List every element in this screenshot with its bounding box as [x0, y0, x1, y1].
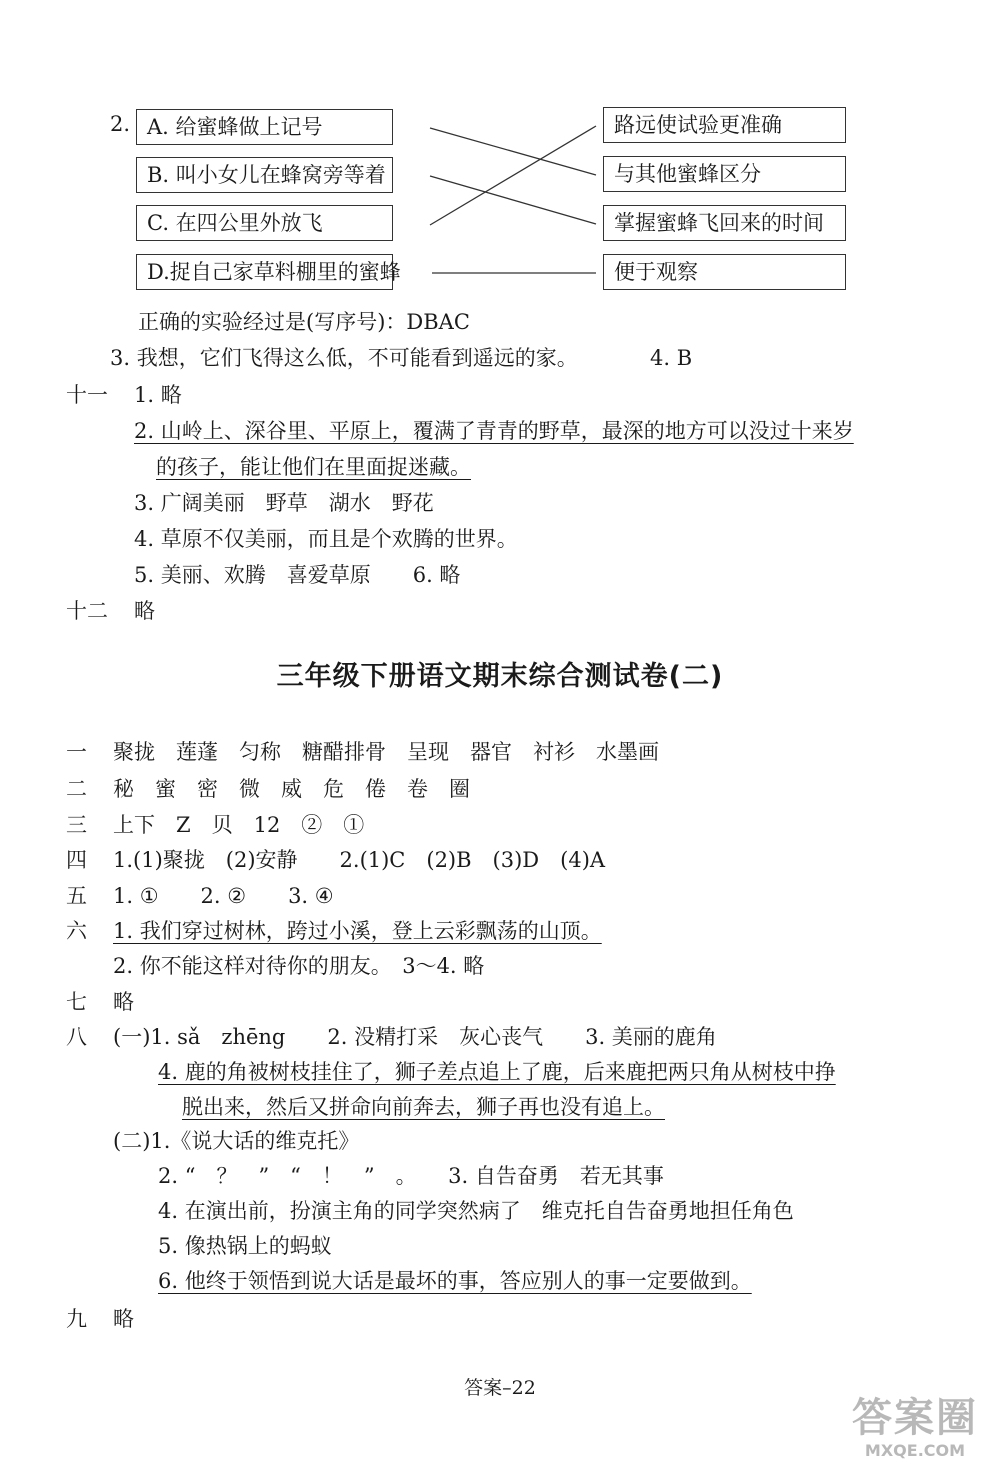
match-line-b: [430, 176, 596, 224]
s11-answer-4: 4. 草原不仅美丽，而且是个欢腾的世界。: [134, 527, 518, 551]
p2-answer-2: 秘 蜜 密 微 威 危 倦 卷 圈: [113, 777, 470, 801]
match-left-c: C. 在四公里外放飞: [136, 205, 393, 241]
p2-answer-1: 聚拢 莲蓬 匀称 糖醋排骨 呈现 器官 衬衫 水墨画: [113, 740, 659, 764]
s11-answer-5-6: 5. 美丽、欢腾 喜爱草原 6. 略: [134, 563, 461, 587]
p2-answer-8-part1-4-line2: 脱出来，然后又拼命向前奔去，狮子再也没有追上。: [182, 1095, 665, 1119]
p2-answer-7: 略: [113, 990, 134, 1014]
match-right-3: 掌握蜜蜂飞回来的时间: [603, 205, 846, 241]
matching-lines: [0, 0, 1000, 320]
match-left-d: D.捉自己家草料棚里的蜜蜂: [136, 254, 393, 290]
p2-label-9: 九: [66, 1307, 87, 1331]
p2-answer-8-part2-6: 6. 他终于领悟到说大话是最坏的事，答应别人的事一定要做到。: [158, 1269, 752, 1293]
s11-answer-2-line1: 2. 山岭上、深谷里、平原上，覆满了青青的野草，最深的地方可以没过十来岁: [134, 419, 854, 443]
match-right-2: 与其他蜜蜂区分: [603, 156, 846, 192]
p2-label-4: 四: [66, 848, 87, 872]
p2-answer-8-part2-5: 5. 像热锅上的蚂蚁: [158, 1234, 332, 1258]
p2-label-3: 三: [66, 813, 87, 837]
question-number: 2.: [110, 112, 131, 136]
s11-answer-2-line2: 的孩子，能让他们在里面捉迷藏。: [156, 455, 471, 479]
p2-answer-8-part2-4: 4. 在演出前，扮演主角的同学突然病了 维克托自告奋勇地担任角色: [158, 1199, 794, 1223]
match-left-b: B. 叫小女儿在蜂窝旁等着: [136, 157, 393, 193]
answer-4: 4. B: [650, 346, 693, 370]
page-number: 答案–22: [464, 1377, 536, 1399]
s12-answer: 略: [134, 599, 155, 623]
p2-label-1: 一: [66, 740, 87, 764]
p2-answer-3: 上下 Z 贝 12 ② ①: [113, 813, 365, 837]
p2-answer-8-part1-4-line1: 4. 鹿的角被树枝挂住了，狮子差点追上了鹿，后来鹿把两只角从树枝中挣: [158, 1060, 836, 1084]
p2-label-7: 七: [66, 990, 87, 1014]
p2-answer-9: 略: [113, 1307, 134, 1331]
p2-label-8: 八: [66, 1025, 87, 1049]
match-right-4: 便于观察: [603, 254, 846, 290]
p2-answer-8-part2-1: (二)1.《说大话的维克托》: [113, 1129, 360, 1153]
match-line-c: [430, 126, 596, 225]
answer-3: 3. 我想，它们飞得这么低，不可能看到遥远的家。: [110, 346, 578, 370]
p2-answer-6-1: 1. 我们穿过树林，跨过小溪，登上云彩飘荡的山顶。: [113, 919, 602, 943]
s11-answer-1: 1. 略: [134, 383, 182, 407]
watermark-url: MXQE.COM: [864, 1441, 966, 1460]
section-label-11: 十一: [66, 383, 108, 407]
test-title: 三年级下册语文期末综合测试卷(二): [276, 661, 724, 692]
match-right-1: 路远使试验更准确: [603, 107, 846, 143]
p2-answer-8-part1-1: (一)1. sǎ zhēng 2. 没精打采 灰心丧气 3. 美丽的鹿角: [113, 1025, 717, 1049]
p2-answer-6-2: 2. 你不能这样对待你的朋友。 3～4. 略: [113, 954, 485, 978]
watermark-logo: 答案圈: [852, 1395, 978, 1441]
p2-answer-4: 1.(1)聚拢 (2)安静 2.(1)C (2)B (3)D (4)A: [113, 848, 606, 872]
watermark: [852, 1395, 978, 1461]
experiment-order: 正确的实验经过是(写序号)：DBAC: [138, 310, 470, 334]
match-line-a: [430, 128, 596, 175]
section-label-12: 十二: [66, 599, 108, 623]
p2-answer-8-part2-2-3: 2. “ ？ ” “ ！ ” 。 3. 自告奋勇 若无其事: [158, 1164, 664, 1188]
p2-answer-5: 1. ① 2. ② 3. ④: [113, 884, 334, 908]
p2-label-2: 二: [66, 777, 87, 801]
match-left-a: A. 给蜜蜂做上记号: [136, 109, 393, 145]
p2-label-5: 五: [66, 884, 87, 908]
p2-label-6: 六: [66, 919, 87, 943]
s11-answer-3: 3. 广阔美丽 野草 湖水 野花: [134, 491, 434, 515]
